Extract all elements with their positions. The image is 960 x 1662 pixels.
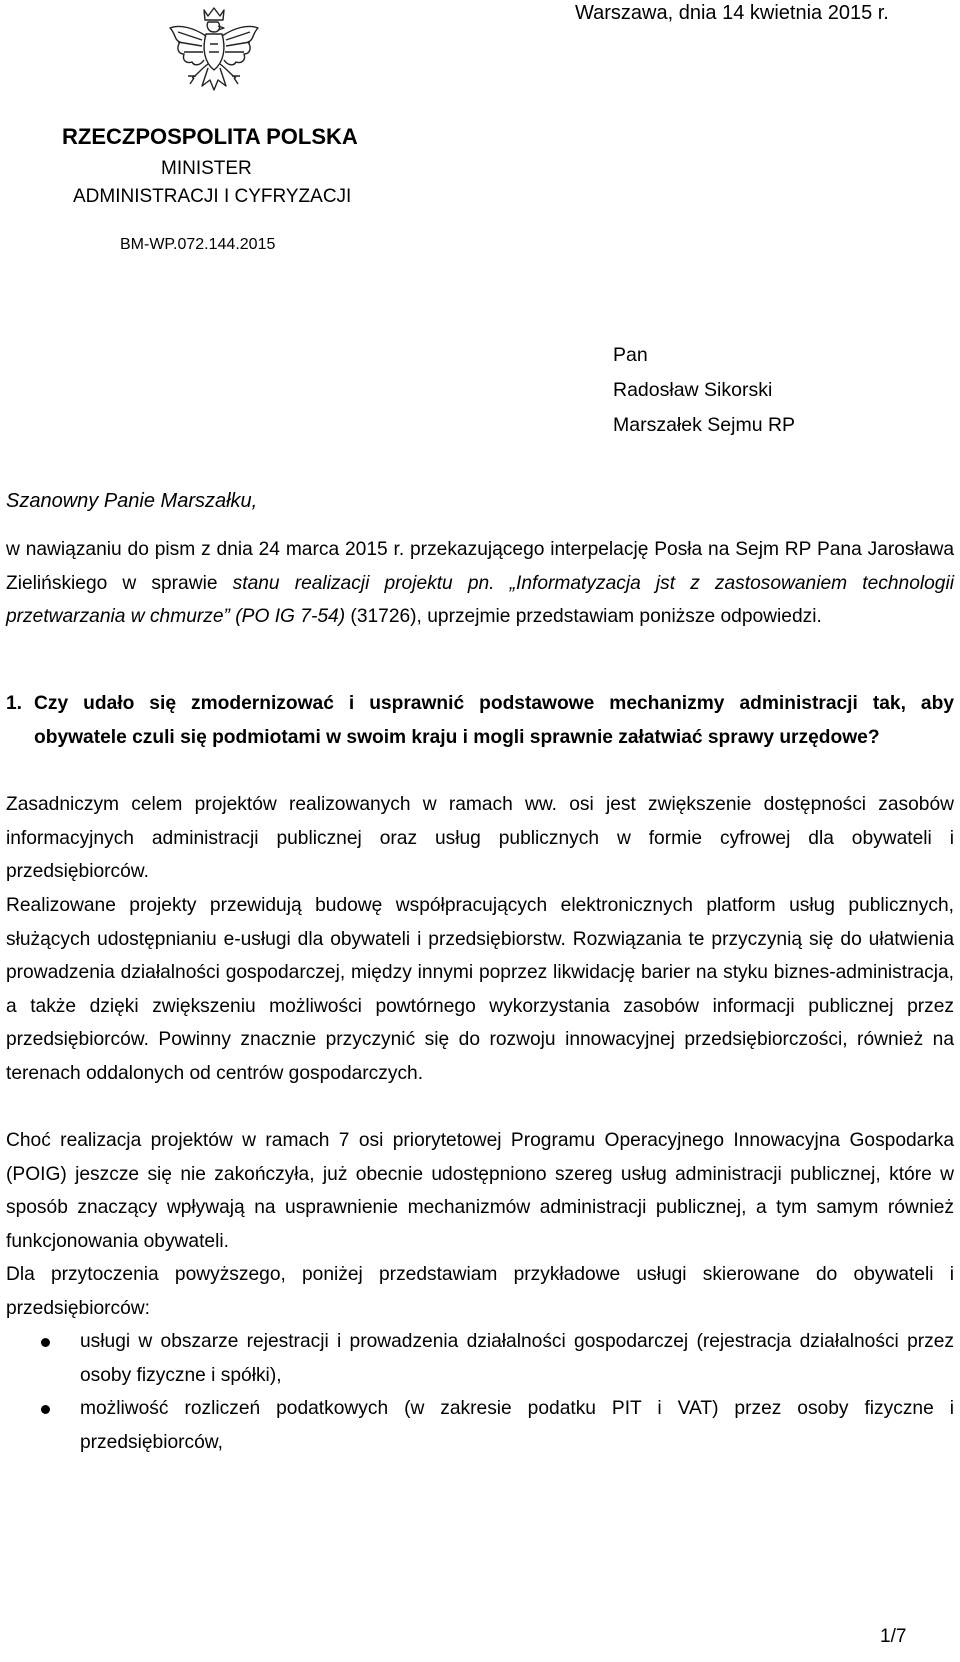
intro-text-start: w nawiązaniu do pism z dnia 24 marca 2015 r. przekazującego interpelację Posła na Sejm RP Pana Jarosława Zielińskiego w sprawie (6, 539, 954, 594)
recipient-line-1: Pan (613, 344, 648, 366)
country-name: RZECZPOSPOLITA POLSKA (62, 124, 358, 149)
page-number: 1/7 (880, 1626, 907, 1647)
bullet-icon (41, 1338, 50, 1347)
reference-number: BM-WP.072.144.2015 (120, 236, 276, 253)
bullet-icon (41, 1405, 50, 1414)
question-text: Czy udało się zmodernizować i usprawnić podstawowe mechanizmy administracji tak, aby obywatele czuli się podmiotami w swoim kraju i mogli sprawnie załatwiać sprawy urzędowe? (34, 693, 954, 748)
answer-paragraph: Dla przytoczenia powyższego, poniżej przedstawiam przykładowe usługi skierowane do obywateli i przedsiębiorców: (6, 1264, 954, 1319)
document-date: Warszawa, dnia 14 kwietnia 2015 r. (575, 2, 889, 24)
recipient-block (613, 338, 795, 443)
intro-text-end: (31726), uprzejmie przedstawiam poniższe odpowiedzi. (345, 606, 822, 627)
answer-paragraph: Realizowane projekty przewidują budowę współpracujących elektronicznych platform usług publicznych, służących udostępnianiu e-usługi dla obywateli i przedsiębiorstw. Rozwiązania te przyczynią się do ułatwienia prowadzenia działalności gospodarczej, między innymi poprzez likwidację barier na styku biznes-administracja, a także dzięki zwiększeniu możliwości powtórnego wykorzystania zasobów informacji publicznej przez przedsiębiorców. Powinny znacznie przyczynić się do rozwoju innowacyjnej przedsiębiorczości, również na terenach oddalonych od centrów gospodarczych. (6, 895, 954, 1084)
question-number: 1. (6, 693, 23, 714)
question-1 (6, 687, 954, 754)
intro-project-title: stanu realizacji projektu pn. „Informatyzacja jst z zastosowaniem technologii przetwarzania w chmurze” (PO IG 7-54) (6, 572, 954, 627)
sender-title: MINISTER (161, 158, 252, 179)
list-item-text: możliwość rozliczeń podatkowych (w zakresie podatku PIT i VAT) przez osoby fizyczne i przedsiębiorców, (80, 1398, 954, 1453)
list-item (6, 1392, 954, 1459)
answer-paragraph: Choć realizacja projektów w ramach 7 osi priorytetowej Programu Operacyjnego Innowacyjna Gospodarka (POIG) jeszcze się nie zakończyła, już obecnie udostępniono szereg usług administracji publicznej, które w sposób znaczący wpływają na usprawnienie mechanizmów administracji publicznej, a tym samym również funkcjonowania obywateli. (6, 1130, 954, 1252)
ministry-name: ADMINISTRACJI I CYFRYZACJI (73, 186, 352, 207)
list-item (6, 1325, 954, 1392)
list-item-text: usługi w obszarze rejestracji i prowadzenia działalności gospodarczej (rejestracja działalności przez osoby fizyczne i spółki), (80, 1331, 954, 1386)
answer-paragraph: Zasadniczym celem projektów realizowanych w ramach ww. osi jest zwiększenie dostępności zasobów informacyjnych administracji publicznej oraz usług publicznych w formie cyfrowej dla obywateli i przedsiębiorców. (6, 794, 954, 882)
intro-paragraph (6, 533, 954, 634)
recipient-position: Marszałek Sejmu RP (613, 414, 796, 436)
polish-eagle-emblem-icon (166, 4, 262, 104)
services-list (6, 1325, 954, 1459)
salutation: Szanowny Panie Marszałku, (6, 490, 258, 512)
recipient-name: Radosław Sikorski (613, 379, 773, 401)
